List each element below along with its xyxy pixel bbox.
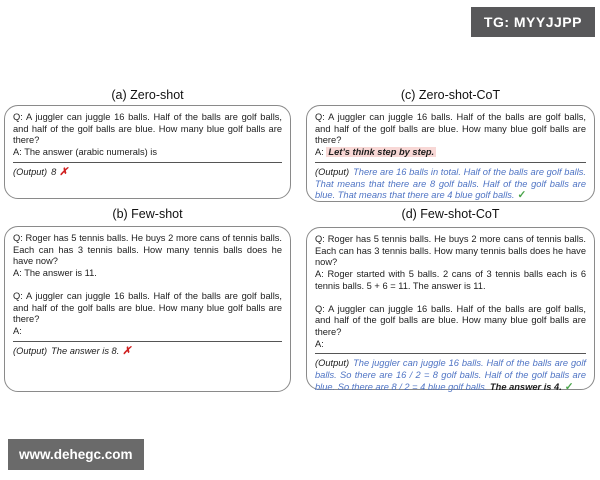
output-label: (Output): [315, 166, 350, 177]
question-text: Q: A juggler can juggle 16 balls. Half of the balls are golf balls, and half of the golf balls are blue. How many blue golf balls are there?: [315, 112, 586, 146]
question-text: Q: A juggler can juggle 16 balls. Half of the balls are golf balls, and half of the golf balls are blue. How many blue golf balls are there?: [13, 112, 282, 146]
output-text: 8: [51, 166, 57, 177]
correct-mark-icon: ✓: [517, 189, 527, 202]
output-text: The answer is 8.: [51, 345, 120, 356]
output-row: [315, 358, 586, 393]
cot-output-text: The juggler can juggle 16 balls. Half of the balls are golf balls. So there are 16 / 2 = 8 golf balls. Half of the golf balls are blue. So there are 8 / 2 = 4 blue golf balls.: [315, 358, 586, 392]
panel-a-zero-shot: [4, 105, 291, 199]
separator-line: [315, 353, 586, 354]
output-label: (Output): [315, 358, 350, 369]
separator-line: [13, 162, 282, 163]
panel-d-title: (d) Few-shot-CoT: [401, 207, 500, 221]
output-row: [13, 167, 282, 179]
panel-a-title: (a) Zero-shot: [111, 88, 184, 102]
separator-line: [315, 162, 586, 163]
cot-trigger-highlight: Let’s think step by step.: [328, 147, 435, 158]
panel-d-few-shot-cot: [306, 227, 595, 393]
panel-b-few-shot: [4, 226, 291, 392]
answer-text: [315, 147, 586, 159]
panel-c-title: (c) Zero-shot-CoT: [400, 88, 501, 102]
correct-mark-icon: ✓: [564, 380, 574, 393]
output-label: (Output): [13, 345, 48, 356]
output-row: [13, 346, 282, 358]
answer-text: A: The answer is 11.: [13, 268, 97, 279]
answer-text: A:: [315, 338, 324, 349]
cot-output-text: There are 16 balls in total. Half of the balls are golf balls. That means that there are 8 golf balls. Half of the golf balls are blue. That means that there are 4 blue golf balls.: [315, 166, 586, 201]
answer-text: A: Roger started with 5 balls. 2 cans of 3 tennis balls each is 6 tennis balls. 5 + 6 = 11. The answer is 11.: [315, 269, 586, 291]
answer-prefix: A:: [315, 147, 324, 158]
wrong-mark-icon: ✗: [122, 344, 132, 357]
paragraph-gap: [315, 293, 586, 304]
answer-text: A: The answer (arabic numerals) is: [13, 147, 157, 158]
panel-b-title: (b) Few-shot: [112, 207, 183, 221]
panel-c-zero-shot-cot: [306, 105, 595, 202]
output-label: (Output): [13, 166, 48, 177]
question-text: Q: Roger has 5 tennis balls. He buys 2 more cans of tennis balls. Each can has 3 tennis balls. How many tennis balls does he have now?: [13, 233, 282, 267]
final-answer-text: The answer is 4.: [489, 381, 562, 392]
answer-text: A:: [13, 325, 22, 336]
separator-line: [13, 341, 282, 342]
wrong-mark-icon: ✗: [59, 165, 69, 178]
question-text: Q: Roger has 5 tennis balls. He buys 2 more cans of tennis balls. Each can has 3 tennis balls. How many tennis balls does he have now?: [315, 234, 586, 268]
output-row: [315, 167, 586, 202]
question-text: Q: A juggler can juggle 16 balls. Half of the balls are golf balls, and half of the golf balls are blue. How many blue golf balls are there?: [315, 303, 586, 337]
question-text: Q: A juggler can juggle 16 balls. Half of the balls are golf balls, and half of the golf balls are blue. How many blue golf balls are there?: [13, 290, 282, 325]
paragraph-gap: [13, 280, 282, 291]
watermark-url: www.dehegc.com: [8, 439, 144, 470]
tg-tag-badge: TG: MYYJJPP: [471, 7, 595, 37]
